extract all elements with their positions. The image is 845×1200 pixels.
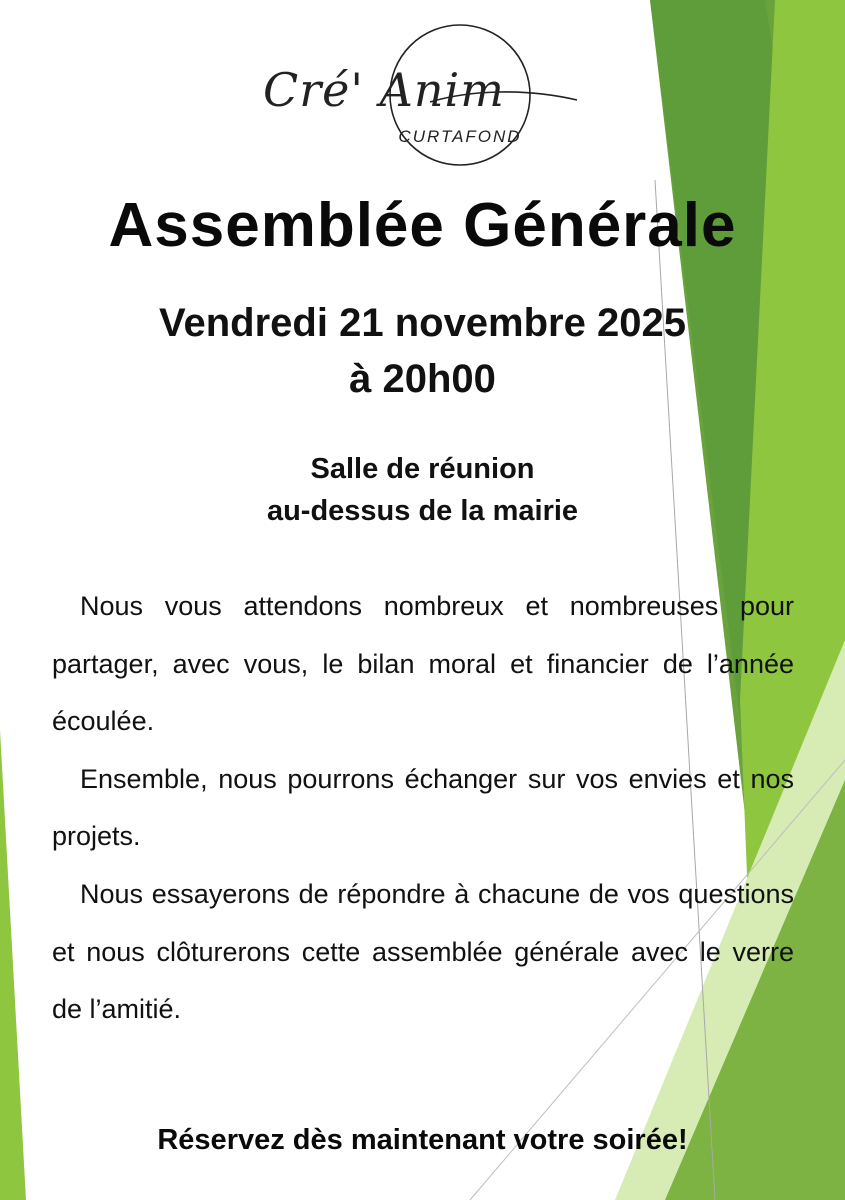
cre-anim-logo xyxy=(255,20,585,170)
paragraph-invitation: Nous vous attendons nombreux et nombreuses pour partager, avec vous, le bilan moral et financier de l’année écoulée. xyxy=(52,591,794,737)
event-date: Vendredi 21 novembre 2025 xyxy=(159,301,686,345)
logo-script-text: Cré' Anim xyxy=(263,63,505,117)
location-line-2: au-dessus de la mairie xyxy=(266,495,579,527)
body-text xyxy=(52,578,794,1039)
location-line-1: Salle de réunion xyxy=(310,453,535,485)
logo-subtitle: CURTAFOND xyxy=(398,127,522,146)
call-to-action: Réservez dès maintenant votre soirée! xyxy=(157,1124,688,1156)
page-title: Assemblée Générale xyxy=(108,191,737,260)
paragraph-exchange: Ensemble, nous pourrons échanger sur vos envies et nos projets. xyxy=(52,763,794,852)
event-location xyxy=(0,448,845,532)
event-time: à 20h00 xyxy=(349,357,496,401)
event-datetime xyxy=(0,295,845,407)
paragraph-questions: Nous essayerons de répondre à chacune de vos questions et nous clôturerons cette assemblée générale avec le verre de l’amitié. xyxy=(52,878,794,1025)
